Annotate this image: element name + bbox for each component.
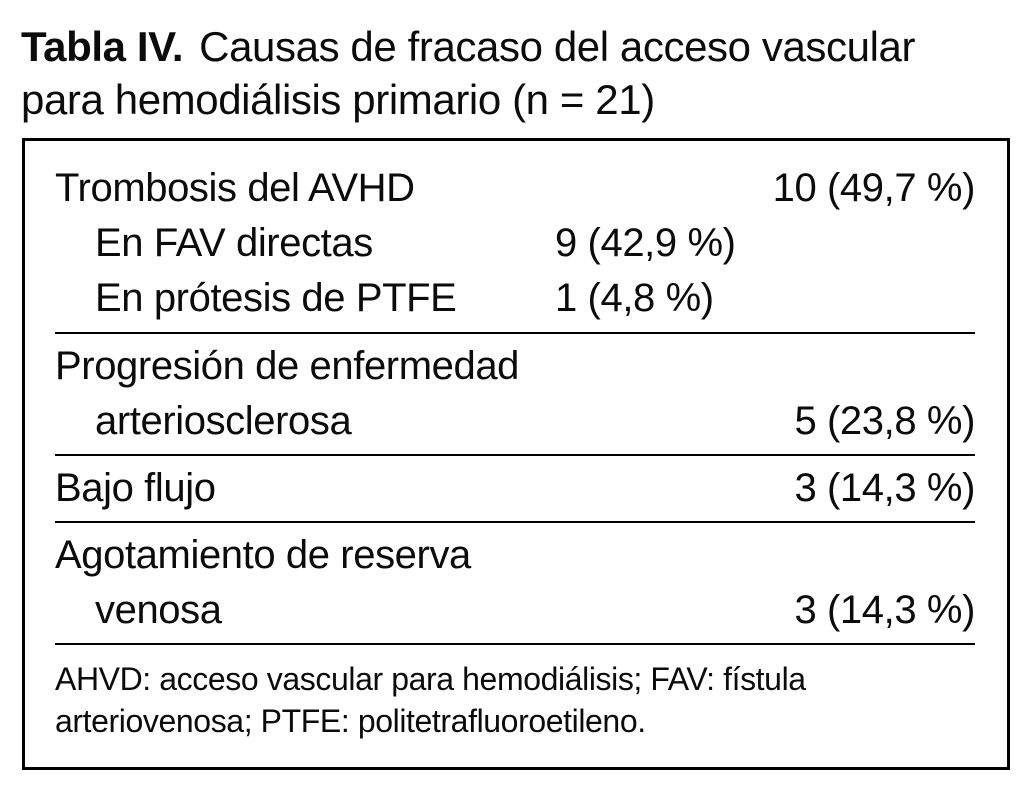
table-section <box>25 456 1007 521</box>
row-label: Progresión de enfermedad <box>55 344 520 388</box>
footnote-line-2: arteriovenosa; PTFE: politetrafluoroetileno. <box>55 703 646 739</box>
row-label: arteriosclerosa <box>95 399 352 443</box>
table-section <box>25 523 1007 643</box>
table-row <box>55 339 975 394</box>
table-row <box>55 271 975 326</box>
table-row <box>55 216 975 271</box>
table-frame <box>22 138 1010 770</box>
table-row <box>55 161 975 216</box>
table-row <box>55 528 975 583</box>
row-value: 3 (14,3 %) <box>794 588 975 632</box>
table-section <box>25 334 1007 454</box>
row-value: 9 (42,9 %) <box>555 221 736 265</box>
table-row <box>55 394 975 449</box>
row-value: 1 (4,8 %) <box>555 276 714 320</box>
row-label: Bajo flujo <box>55 466 216 510</box>
table-section <box>25 141 1007 332</box>
row-label: venosa <box>95 588 222 632</box>
table-title-label: Tabla IV. <box>21 23 184 70</box>
table-row <box>55 461 975 516</box>
table-footnote <box>25 645 1007 742</box>
footnote-line-1: AHVD: acceso vascular para hemodiálisis; FAV: fístula <box>55 661 806 697</box>
table-title-text-line1: Causas de fracaso del acceso vascular <box>199 23 916 70</box>
row-label: En prótesis de PTFE <box>95 276 457 320</box>
table-row <box>55 583 975 638</box>
row-label: Agotamiento de reserva <box>55 533 471 577</box>
row-label: Trombosis del AVHD <box>55 166 415 210</box>
row-value: 10 (49,7 %) <box>772 166 975 210</box>
row-value: 5 (23,8 %) <box>794 399 975 443</box>
table-body <box>25 141 1007 645</box>
row-value: 3 (14,3 %) <box>794 466 975 510</box>
row-label: En FAV directas <box>95 221 373 265</box>
table-title <box>21 20 915 126</box>
table-title-text-line2: para hemodiálisis primario (n = 21) <box>21 76 655 123</box>
